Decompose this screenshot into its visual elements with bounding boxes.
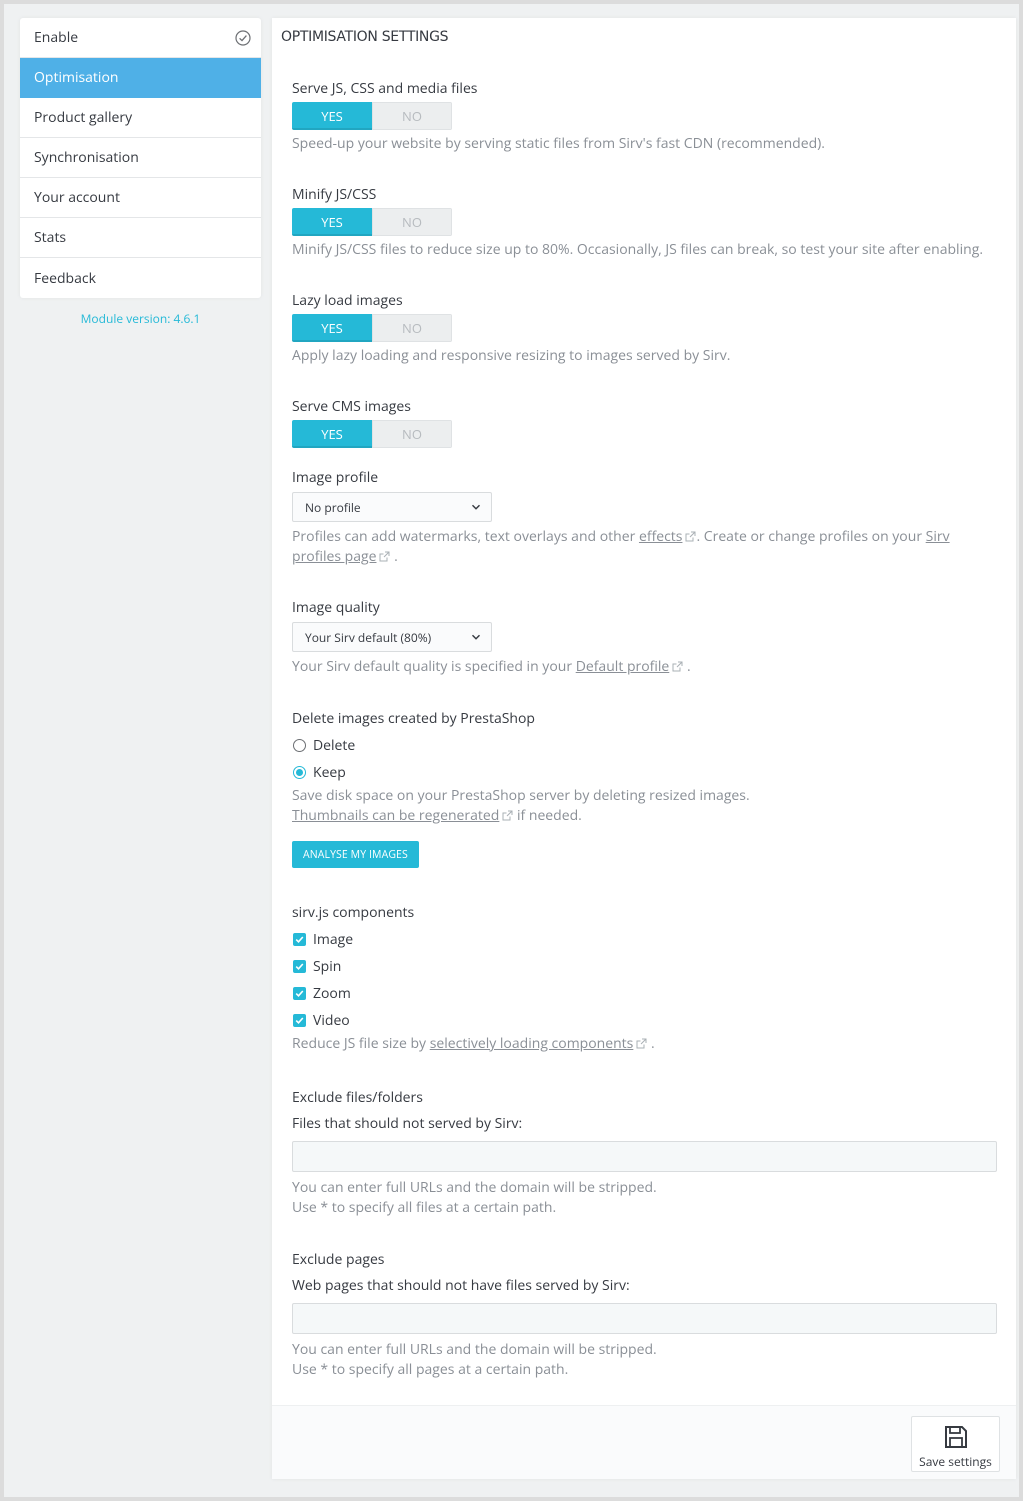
image-quality-value: Your Sirv default (80%) [305, 628, 432, 646]
minify-yes[interactable]: YES [292, 208, 372, 236]
chevron-down-icon [471, 632, 481, 642]
component-label: Image [313, 930, 354, 949]
help-text: if needed. [513, 806, 582, 825]
image-quality-field [292, 598, 996, 677]
checkbox-zoom[interactable] [293, 987, 306, 1000]
sidebar-item-label: Enable [34, 28, 79, 47]
help-text: . [394, 547, 398, 566]
components-field [292, 903, 996, 1054]
exclude-files-field [292, 1088, 996, 1218]
cms-images-label: Serve CMS images [292, 397, 411, 416]
checkbox-video[interactable] [293, 1014, 306, 1027]
exclude-pages-help [292, 1340, 996, 1380]
profiles-page-link[interactable]: profiles page [292, 547, 377, 566]
serve-files-yes[interactable]: YES [292, 102, 372, 130]
module-version: Module version: 4.6.1 [80, 310, 201, 327]
image-quality-help [292, 657, 996, 677]
exclude-files-sublabel: Files that should not served by Sirv: [292, 1114, 523, 1133]
image-quality-select[interactable] [292, 622, 492, 652]
sidebar-item-label: Optimisation [34, 68, 119, 87]
radio-keep-label: Keep [313, 763, 346, 782]
serve-files-switch[interactable] [292, 102, 452, 130]
delete-images-help [292, 786, 996, 826]
help-text: Reduce JS file size by [292, 1034, 430, 1053]
settings-panel [272, 18, 1016, 1479]
effects-link[interactable]: effects [638, 527, 683, 546]
help-text: Save disk space on your PrestaShop server by deleting resized images. [292, 786, 750, 805]
sidebar-item-feedback[interactable] [20, 258, 261, 298]
cms-images-no[interactable]: NO [372, 420, 452, 448]
external-link-icon [685, 531, 696, 542]
lazy-load-switch[interactable] [292, 314, 452, 342]
external-link-icon [502, 810, 513, 821]
help-text: Profiles can add watermarks, text overlays and other [292, 527, 639, 546]
radio-keep[interactable] [292, 759, 996, 786]
sidebar [20, 18, 261, 327]
minify-switch[interactable] [292, 208, 452, 236]
checkbox-image[interactable] [293, 933, 306, 946]
help-text: Use * to specify all pages at a certain path. [292, 1360, 569, 1379]
component-image[interactable] [292, 926, 996, 953]
check-circle-icon [235, 30, 251, 46]
minify-label: Minify JS/CSS [292, 185, 377, 204]
sidebar-item-synchronisation[interactable] [20, 138, 261, 178]
serve-files-no[interactable]: NO [372, 102, 452, 130]
component-spin[interactable] [292, 953, 996, 980]
component-label: Video [313, 1011, 350, 1030]
help-text: . [650, 1034, 655, 1053]
serve-files-help: Speed-up your website by serving static files from Sirv's fast CDN (recommended). [292, 134, 825, 153]
analyse-images-button[interactable]: ANALYSE MY IMAGES [292, 841, 419, 868]
help-text: You can enter full URLs and the domain will be stripped. [292, 1340, 657, 1359]
sidebar-item-product-gallery[interactable] [20, 98, 261, 138]
image-profile-label: Image profile [292, 468, 379, 487]
exclude-pages-label: Exclude pages [292, 1250, 385, 1269]
sidebar-item-label: Product gallery [34, 108, 133, 127]
component-zoom[interactable] [292, 980, 996, 1007]
lazy-load-help: Apply lazy loading and responsive resizing to images served by Sirv. [292, 346, 731, 365]
exclude-pages-input[interactable] [292, 1303, 997, 1334]
external-link-icon [672, 661, 683, 672]
component-label: Zoom [313, 984, 351, 1003]
save-icon [943, 1424, 969, 1450]
lazy-load-yes[interactable]: YES [292, 314, 372, 342]
image-profile-value: No profile [305, 498, 361, 516]
radio-delete-circle[interactable] [293, 739, 306, 752]
exclude-pages-field [292, 1250, 996, 1380]
radio-keep-circle[interactable] [293, 766, 306, 779]
serve-files-field [292, 79, 996, 154]
checkbox-spin[interactable] [293, 960, 306, 973]
exclude-files-help [292, 1178, 996, 1218]
exclude-files-input[interactable] [292, 1141, 997, 1172]
sidebar-item-enable[interactable] [20, 18, 261, 58]
sidebar-item-your-account[interactable] [20, 178, 261, 218]
default-profile-link[interactable]: Default profile [575, 657, 670, 676]
sidebar-nav [20, 18, 261, 298]
component-video[interactable] [292, 1007, 996, 1034]
exclude-files-label: Exclude files/folders [292, 1088, 423, 1107]
external-link-icon [636, 1038, 647, 1049]
lazy-load-label: Lazy load images [292, 291, 403, 310]
minify-help: Minify JS/CSS files to reduce size up to 80%. Occasionally, JS files can break, so test your site after enabling. [292, 240, 983, 259]
selective-loading-link[interactable]: selectively loading components [429, 1034, 634, 1053]
components-label: sirv.js components [292, 903, 415, 922]
lazy-load-field [292, 291, 996, 366]
image-profile-help [292, 527, 996, 567]
lazy-load-no[interactable]: NO [372, 314, 452, 342]
panel-footer [272, 1405, 1016, 1479]
component-label: Spin [313, 957, 342, 976]
cms-images-field [292, 397, 996, 452]
sidebar-item-label: Feedback [34, 268, 96, 288]
help-text: . Create or change profiles on your [696, 527, 926, 546]
external-link-icon [379, 551, 390, 562]
image-profile-field [292, 468, 996, 567]
help-text: . [686, 657, 691, 676]
help-text: Use * to specify all files at a certain path. [292, 1198, 557, 1217]
cms-images-switch[interactable] [292, 420, 452, 448]
components-help [292, 1034, 996, 1054]
save-settings-label: Save settings [919, 1453, 992, 1470]
thumbnails-regenerate-link[interactable]: Thumbnails can be regenerated [292, 806, 500, 825]
sirv-link[interactable]: Sirv [925, 527, 950, 546]
radio-delete[interactable] [292, 732, 996, 759]
panel-title: OPTIMISATION SETTINGS [281, 29, 449, 45]
sidebar-item-label: Synchronisation [34, 148, 139, 167]
chevron-down-icon [471, 502, 481, 512]
delete-images-field [292, 709, 996, 868]
sidebar-item-label: Your account [34, 188, 120, 207]
save-settings-button[interactable] [911, 1416, 1000, 1472]
image-profile-select[interactable] [292, 492, 492, 522]
serve-files-label: Serve JS, CSS and media files [292, 79, 478, 98]
help-text: You can enter full URLs and the domain will be stripped. [292, 1178, 657, 1197]
minify-no[interactable]: NO [372, 208, 452, 236]
radio-delete-label: Delete [313, 736, 356, 755]
image-quality-label: Image quality [292, 598, 380, 617]
minify-field [292, 185, 996, 260]
cms-images-yes[interactable]: YES [292, 420, 372, 448]
sidebar-item-stats[interactable] [20, 218, 261, 258]
exclude-pages-sublabel: Web pages that should not have files served by Sirv: [292, 1276, 630, 1295]
help-text: Your Sirv default quality is specified in your [292, 657, 576, 676]
delete-images-label: Delete images created by PrestaShop [292, 709, 535, 728]
sidebar-item-label: Stats [34, 228, 67, 247]
sidebar-item-optimisation[interactable] [20, 58, 261, 98]
